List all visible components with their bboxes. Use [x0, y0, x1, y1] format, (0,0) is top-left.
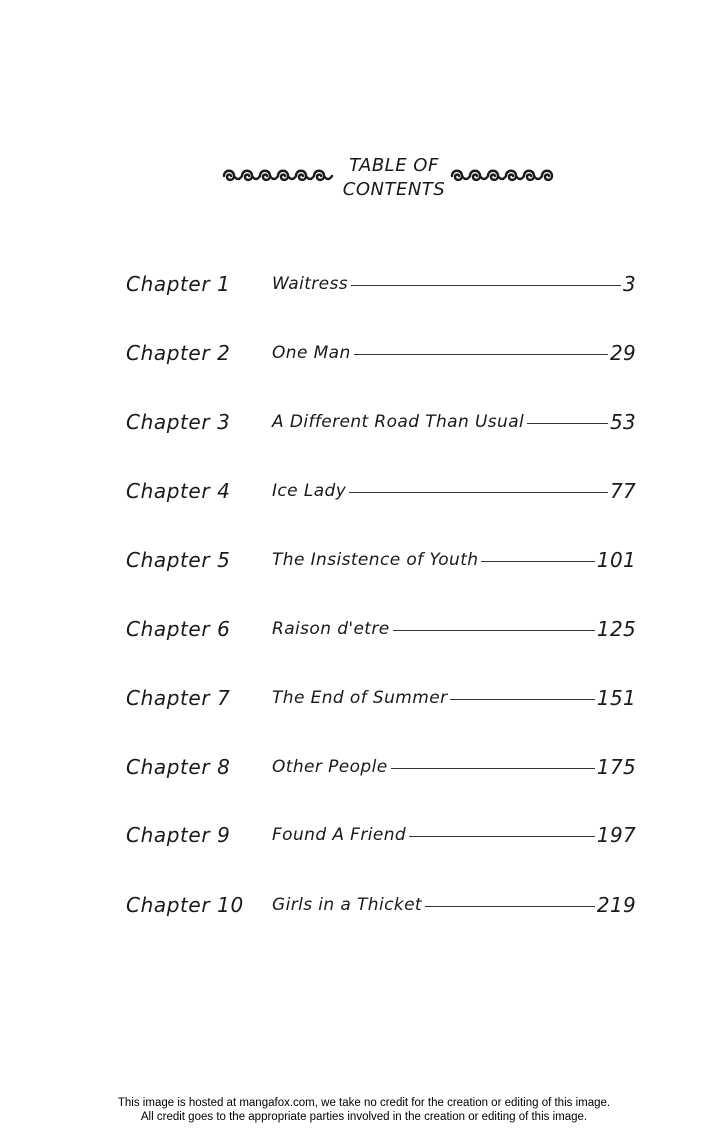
chapter-label: Chapter 9: [126, 823, 231, 847]
toc-row: [0, 753, 728, 783]
chapter-entry: [272, 270, 636, 298]
page-number: 3: [622, 272, 636, 296]
chapter-title: The Insistence of Youth: [272, 550, 479, 570]
leader-line: [391, 768, 595, 769]
toc-row: [0, 684, 728, 714]
chapter-entry: [272, 753, 636, 781]
chapter-label: Chapter 7: [126, 686, 231, 710]
chapter-label: Chapter 10: [126, 893, 244, 917]
toc-title-line1: TABLE OF: [349, 155, 439, 176]
chapter-title: Found A Friend: [272, 825, 407, 845]
page-number: 125: [596, 617, 636, 641]
chapter-title: Ice Lady: [272, 481, 347, 501]
toc-row: [0, 270, 728, 300]
page-number: 77: [609, 479, 636, 503]
chapter-entry: [272, 684, 636, 712]
chapter-title: The End of Summer: [272, 688, 448, 708]
page-number: 219: [596, 893, 636, 917]
chapter-label: Chapter 1: [126, 272, 231, 296]
toc-row: [0, 546, 728, 576]
chapter-label: Chapter 4: [126, 479, 231, 503]
leader-line: [481, 561, 594, 562]
toc-header: [220, 150, 560, 210]
leader-line: [349, 492, 608, 493]
chapter-entry: [272, 615, 636, 643]
swirl-ornament-right-icon: [448, 160, 564, 190]
chapter-title: One Man: [272, 343, 351, 363]
credit-line-1: This image is hosted at mangafox.com, we take no credit for the creation or editing of this image.: [117, 1097, 611, 1109]
chapter-label: Chapter 3: [126, 410, 231, 434]
toc-row: [0, 891, 728, 921]
hosting-credit: [0, 1096, 728, 1124]
chapter-entry: [272, 339, 636, 367]
leader-line: [425, 906, 595, 907]
chapter-title: Waitress: [272, 274, 349, 294]
chapter-label: Chapter 6: [126, 617, 231, 641]
toc-row: [0, 615, 728, 645]
chapter-title: Other People: [272, 757, 388, 777]
page-number: 197: [596, 823, 636, 847]
leader-line: [450, 699, 594, 700]
chapter-title: A Different Road Than Usual: [272, 412, 525, 432]
chapter-title: Girls in a Thicket: [272, 895, 422, 915]
leader-line: [354, 354, 608, 355]
chapter-entry: [272, 891, 636, 919]
credit-line-2: All credit goes to the appropriate parties involved in the creation or editing of this image.: [140, 1111, 588, 1123]
page-number: 29: [609, 341, 636, 365]
leader-line: [393, 630, 595, 631]
toc-title-line2: CONTENTS: [342, 179, 446, 200]
toc-row: [0, 477, 728, 507]
chapter-title: Raison d'etre: [272, 619, 390, 639]
page-number: 53: [609, 410, 636, 434]
chapter-label: Chapter 8: [126, 755, 231, 779]
chapter-entry: [272, 408, 636, 436]
chapter-entry: [272, 546, 636, 574]
chapter-label: Chapter 2: [126, 341, 231, 365]
leader-line: [351, 285, 621, 286]
swirl-ornament-left-icon: [220, 160, 338, 190]
page-number: 175: [596, 755, 636, 779]
page-number: 151: [596, 686, 636, 710]
leader-line: [409, 836, 595, 837]
chapter-entry: [272, 821, 636, 849]
chapter-label: Chapter 5: [126, 548, 231, 572]
page-number: 101: [596, 548, 636, 572]
toc-row: [0, 339, 728, 369]
leader-line: [527, 423, 608, 424]
chapter-entry: [272, 477, 636, 505]
toc-row: [0, 821, 728, 851]
toc-row: [0, 408, 728, 438]
toc-title: [338, 154, 450, 202]
